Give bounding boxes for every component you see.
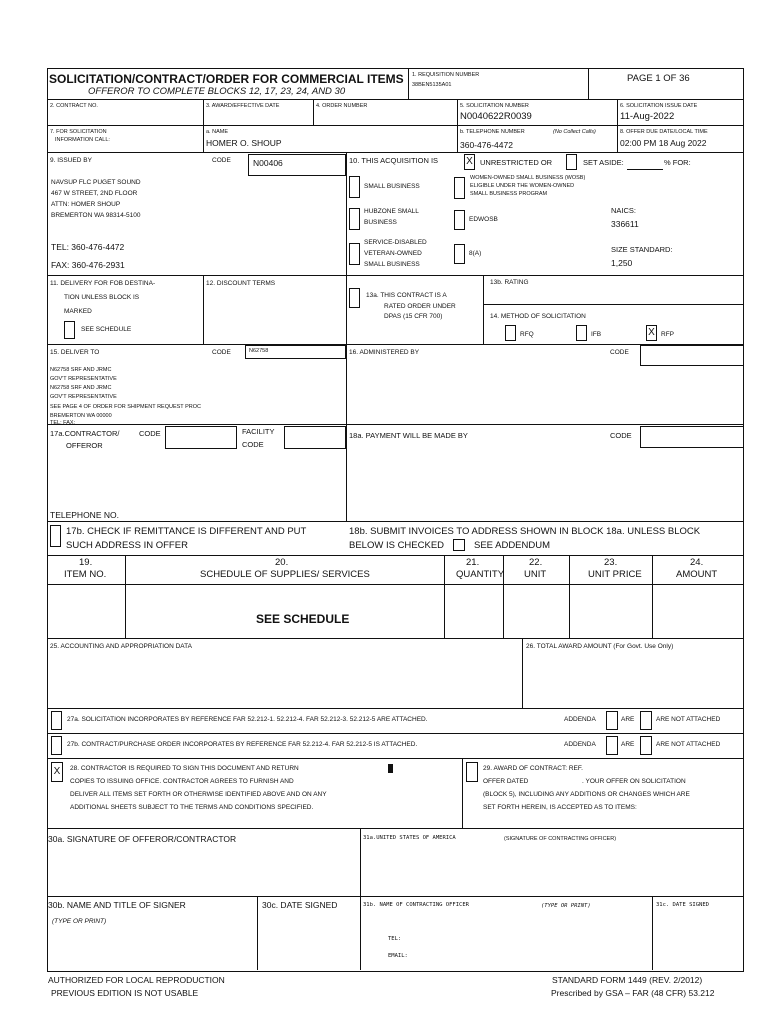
edwosb-checkbox[interactable] (454, 210, 465, 230)
deliver-to-label: 15. DELIVER TO (50, 349, 100, 356)
col-24-num: 24. (690, 557, 704, 568)
rule (125, 555, 126, 638)
form-title: SOLICITATION/CONTRACT/ORDER FOR COMMERCIAL ITEMS (49, 72, 404, 86)
award-date-label: 3. AWARD/EFFECTIVE DATE (206, 103, 280, 109)
rule (47, 758, 743, 759)
sdvosb-checkbox[interactable] (349, 243, 360, 265)
unrestricted-checkbox[interactable]: X (464, 154, 475, 170)
see-schedule-label: SEE SCHEDULE (81, 326, 132, 333)
signature-offeror-field[interactable] (48, 848, 358, 894)
signer-name-note: (TYPE OR PRINT) (52, 918, 107, 925)
remittance-label: 17b. CHECK IF REMITTANCE IS DIFFERENT AND PUT (66, 526, 307, 537)
officer-date-label: 31c. DATE SIGNED (656, 902, 709, 908)
rule (47, 99, 743, 100)
issued-line: ATTN: HOMER SHOUP (51, 201, 121, 208)
offer-due-label: 8. OFFER DUE DATE/LOCAL TIME (620, 129, 708, 135)
27b-checkbox[interactable] (51, 736, 62, 755)
27a-are-not: ARE NOT ATTACHED (656, 716, 721, 723)
info-call-label-2: INFORMATION CALL: (55, 137, 110, 143)
27a-text: 27a. SOLICITATION INCORPORATES BY REFERENCE FAR 52.212-1. 52.212-4. FAR 52.212-3. 52.212-5 ARE ATTACHED. (67, 716, 428, 723)
rule (652, 896, 653, 970)
fob-label-2: TION UNLESS BLOCK IS (64, 294, 140, 301)
27b-are: ARE (621, 741, 635, 748)
acquisition-label: 10. THIS ACQUISITION IS (349, 156, 439, 165)
total-award-label: 26. TOTAL AWARD AMOUNT (For Govt. Use Only) (526, 643, 674, 650)
see-schedule-checkbox[interactable] (64, 321, 75, 339)
rfq-label: RFQ (520, 331, 534, 338)
27b-are-not: ARE NOT ATTACHED (656, 741, 721, 748)
admin-code-label: CODE (610, 349, 629, 356)
payment-label: 18a. PAYMENT WILL BE MADE BY (349, 431, 468, 440)
27b-addenda: ADDENDA (564, 741, 596, 748)
issue-date[interactable]: 11-Aug-2022 (620, 111, 675, 122)
contact-phone[interactable]: 360-476-4472 (460, 140, 513, 150)
eight-a-checkbox[interactable] (454, 244, 465, 264)
issued-by-label: 9. ISSUED BY (50, 157, 92, 164)
order-number-label: 4. ORDER NUMBER (316, 103, 368, 109)
solicitation-number[interactable]: N0040622R0039 (460, 111, 532, 122)
ifb-label: IFB (591, 331, 602, 338)
rule (457, 99, 458, 152)
hubzone-label: HUBZONE SMALL (364, 208, 419, 215)
rule (47, 584, 743, 585)
facility-code-label: FACILITY (242, 427, 275, 436)
facility-code-label-2: CODE (242, 440, 264, 449)
unrestricted-label: UNRESTRICTED OR (480, 158, 553, 167)
col-unit-price: UNIT PRICE (588, 569, 642, 580)
hubzone-checkbox[interactable] (349, 208, 360, 230)
accounting-label: 25. ACCOUNTING AND APPROPRIATION DATA (50, 643, 192, 650)
wosb-label-3: SMALL BUSINESS PROGRAM (470, 191, 548, 197)
29-text: 29. AWARD OF CONTRACT: REF. (483, 765, 583, 772)
rfq-checkbox[interactable] (505, 325, 516, 341)
sdvosb-label: SERVICE-DISABLED (364, 239, 427, 246)
sdvosb-label-3: SMALL BUSINESS (364, 261, 420, 268)
facility-code-field[interactable] (284, 426, 346, 449)
rule (408, 68, 409, 99)
small-business-checkbox[interactable] (349, 176, 360, 198)
form-subtitle: OFFEROR TO COMPLETE BLOCKS 12, 17, 23, 24, AND 30 (88, 86, 346, 97)
contract-no-label: 2. CONTRACT NO. (50, 103, 98, 109)
rule (47, 828, 743, 829)
issued-fax: FAX: 360-476-2931 (51, 260, 125, 270)
deliver-tel-fax: TEL: FAX: (50, 420, 76, 426)
see-schedule-text: SEE SCHEDULE (256, 612, 350, 626)
28-text: 28. CONTRACTOR IS REQUIRED TO SIGN THIS DOCUMENT AND RETURN (70, 765, 299, 772)
signature-offeror-label: 30a. SIGNATURE OF OFFEROR/CONTRACTOR (48, 834, 237, 844)
29-offer-dated: OFFER DATED (483, 778, 529, 785)
discount-terms-label: 12. DISCOUNT TERMS (206, 280, 276, 287)
remittance-label-2: SUCH ADDRESS IN OFFER (66, 540, 188, 551)
rule (503, 555, 504, 638)
col-22-num: 22. (529, 557, 543, 568)
issue-date-label: 6. SOLICITATION ISSUE DATE (620, 103, 698, 109)
naics-label: NAICS: (611, 206, 637, 215)
deliver-code: N62758 (249, 348, 269, 354)
set-aside-label: SET ASIDE: (583, 158, 624, 167)
footer-form-number: STANDARD FORM 1449 (REV. 2/2012) (552, 975, 703, 985)
method-label: 14. METHOD OF SOLICITATION (490, 313, 586, 320)
28-checkbox[interactable]: X (51, 762, 63, 782)
27a-are-not-checkbox[interactable] (640, 711, 652, 730)
contractor-code-field[interactable] (165, 426, 237, 449)
rfp-checkbox[interactable]: X (646, 325, 657, 341)
rule (47, 275, 743, 276)
set-aside-checkbox[interactable] (566, 154, 577, 170)
rule (522, 638, 523, 708)
col-amount: AMOUNT (676, 569, 718, 580)
rating-label: 13b. RATING (490, 279, 529, 286)
fob-label-3: MARKED (64, 308, 92, 315)
27a-are-checkbox[interactable] (606, 711, 618, 730)
29-text-3: (BLOCK 5), INCLUDING ANY ADDITIONS OR CHANGES WHICH ARE (483, 791, 690, 798)
deliver-line: BREMERTON WA 00000 (50, 413, 112, 419)
payment-code-label: CODE (610, 431, 632, 440)
rated-order-label: 13a. THIS CONTRACT IS A (366, 292, 447, 299)
col-item-no: ITEM NO. (64, 569, 107, 580)
rule (588, 68, 589, 99)
deliver-line: GOV'T REPRESENTATIVE (50, 376, 117, 382)
officer-name-note: (TYPE OR PRINT) (541, 903, 591, 909)
footer-prescribed: Prescribed by GSA – FAR (48 CFR) 53.212 (551, 988, 715, 998)
rule (569, 555, 570, 638)
deliver-line: GOV'T REPRESENTATIVE (50, 394, 117, 400)
date-signed-label: 30c. DATE SIGNED (262, 900, 338, 910)
see-addendum-checkbox[interactable] (453, 539, 465, 551)
fob-label: 11. DELIVERY FOR FOB DESTINA- (50, 280, 156, 287)
rule (47, 152, 743, 153)
27a-addenda: ADDENDA (564, 716, 596, 723)
footer-reproduction: AUTHORIZED FOR LOCAL REPRODUCTION (48, 975, 225, 985)
issued-tel: TEL: 360-476-4472 (51, 242, 125, 252)
issued-line: 467 W STREET, 2ND FLOOR (51, 190, 138, 197)
rule (360, 828, 361, 970)
info-call-label: 7. FOR SOLICITATION (50, 129, 107, 135)
col-21-num: 21. (466, 557, 480, 568)
officer-email: EMAIL: (388, 953, 408, 959)
contractor-label-2: OFFEROR (66, 441, 103, 450)
invoice-label: 18b. SUBMIT INVOICES TO ADDRESS SHOWN IN BLOCK 18a. UNLESS BLOCK (349, 526, 701, 537)
issued-line: NAVSUP FLC PUGET SOUND (51, 179, 141, 186)
footer-previous-edition: PREVIOUS EDITION IS NOT USABLE (51, 988, 199, 998)
rule (444, 555, 445, 638)
deliver-line: N62758 SRF AND JRMC (50, 385, 112, 391)
rule (483, 304, 743, 305)
col-schedule: SCHEDULE OF SUPPLIES/ SERVICES (200, 569, 370, 580)
usa-note: (SIGNATURE OF CONTRACTING OFFICER) (504, 836, 617, 842)
payment-code-field[interactable] (640, 426, 744, 448)
27a-checkbox[interactable] (51, 711, 62, 730)
pct-for-label: % FOR: (664, 158, 691, 167)
rated-order-checkbox[interactable] (349, 288, 360, 308)
requisition-number[interactable]: 38BEN5135A01 (412, 82, 452, 88)
offer-due-date[interactable]: 02:00 PM 18 Aug 2022 (620, 138, 707, 148)
rule (257, 896, 258, 970)
name-label: a. NAME (206, 129, 229, 135)
eight-a-label: 8(A) (469, 250, 482, 257)
administered-by-label: 16. ADMINISTERED BY (349, 349, 420, 356)
29-text-4: SET FORTH HEREIN, IS ACCEPTED AS TO ITEMS: (483, 804, 637, 811)
col-unit: UNIT (524, 569, 547, 580)
deliver-code-label: CODE (212, 349, 231, 356)
officer-tel: TEL: (388, 936, 402, 942)
rule (203, 275, 204, 344)
see-addendum-label: SEE ADDENDUM (474, 540, 551, 551)
officer-name-label: 31b. NAME OF CONTRACTING OFFICER (363, 902, 469, 908)
signer-name-label: 30b. NAME AND TITLE OF SIGNER (48, 900, 186, 910)
col-20-num: 20. (275, 557, 289, 568)
contact-name[interactable]: HOMER O. SHOUP (206, 138, 282, 148)
remittance-checkbox[interactable] (50, 525, 61, 547)
rule (47, 638, 743, 639)
contractor-label: 17a.CONTRACTOR/ (50, 429, 120, 438)
col-quantity: QUANTITY (456, 569, 505, 580)
admin-code-field[interactable] (640, 345, 744, 366)
rule (462, 758, 463, 828)
wosb-label: WOMEN-OWNED SMALL BUSINESS (WOSB) (470, 175, 586, 181)
phone-label: b. TELEPHONE NUMBER (460, 129, 525, 135)
page-number: PAGE 1 OF 36 (627, 73, 690, 84)
naics-code: 336611 (611, 219, 639, 229)
rule (47, 344, 743, 345)
col-23-num: 23. (604, 557, 618, 568)
28-text-3: DELIVER ALL ITEMS SET FORTH OR OTHERWISE IDENTIFIED ABOVE AND ON ANY (70, 791, 327, 798)
edwosb-label: EDWOSB (469, 216, 498, 223)
rule (652, 555, 653, 638)
rule (47, 555, 743, 556)
signature-officer-field[interactable] (362, 848, 740, 894)
29-checkbox[interactable] (466, 762, 478, 782)
rated-order-label-2: RATED ORDER UNDER (384, 303, 456, 310)
telephone-label: TELEPHONE NO. (50, 510, 119, 520)
sdvosb-label-2: VETERAN-OWNED (364, 250, 422, 257)
issued-code-label: CODE (212, 157, 231, 164)
col-19-num: 19. (79, 557, 93, 568)
wosb-label-2: ELIGIBLE UNDER THE WOMEN-OWNED (470, 183, 575, 189)
set-aside-line (627, 169, 663, 170)
rule (483, 275, 484, 344)
solicitation-number-label: 5. SOLICITATION NUMBER (460, 103, 529, 109)
28-text-4: ADDITIONAL SHEETS SUBJECT TO THE TERMS AND CONDITIONS SPECIFIED. (70, 804, 314, 811)
size-standard: 1,250 (611, 258, 633, 268)
27b-text: 27b. CONTRACT/PURCHASE ORDER INCORPORATES BY REFERENCE FAR 52.212-4. FAR 52.212-5 IS ATTACHED. (67, 741, 418, 748)
issued-line: BREMERTON WA 98314-5100 (51, 212, 141, 219)
rule (47, 125, 743, 126)
rule (313, 99, 314, 125)
phone-note: (No Collect Calls) (553, 129, 596, 135)
rule (617, 99, 618, 152)
usa-label: 31a.UNITED STATES OF AMERICA (363, 835, 456, 841)
rfp-label: RFP (661, 331, 674, 338)
invoice-label-2: BELOW IS CHECKED (349, 540, 445, 551)
small-business-label: SMALL BUSINESS (364, 183, 420, 190)
rule (47, 521, 743, 522)
deliver-line: N62758 SRF AND JRMC (50, 367, 112, 373)
rule (203, 99, 204, 152)
ifb-checkbox[interactable] (576, 325, 587, 341)
rule (346, 152, 347, 521)
27b-are-not-checkbox[interactable] (640, 736, 652, 755)
rated-order-label-3: DPAS (15 CFR 700) (384, 313, 443, 320)
contractor-code-label: CODE (139, 429, 161, 438)
27a-are: ARE (621, 716, 635, 723)
28-text-2: COPIES TO ISSUING OFFICE. CONTRACTOR AGREES TO FURNISH AND (70, 778, 294, 785)
deliver-line: SEE PAGE 4 OF ORDER FOR SHIPMENT REQUEST PROC (50, 404, 201, 410)
28-marker (388, 764, 393, 773)
rule (47, 708, 743, 709)
size-standard-label: SIZE STANDARD: (611, 245, 673, 254)
issued-code: N00406 (253, 158, 283, 168)
29-text-2: . YOUR OFFER ON SOLICITATION (582, 778, 686, 785)
rule (47, 896, 743, 897)
rule (47, 424, 743, 425)
hubzone-label-2: BUSINESS (364, 219, 397, 226)
wosb-checkbox[interactable] (454, 177, 465, 199)
requisition-number-label: 1. REQUISITION NUMBER (412, 72, 480, 78)
27b-are-checkbox[interactable] (606, 736, 618, 755)
rule (47, 733, 743, 734)
